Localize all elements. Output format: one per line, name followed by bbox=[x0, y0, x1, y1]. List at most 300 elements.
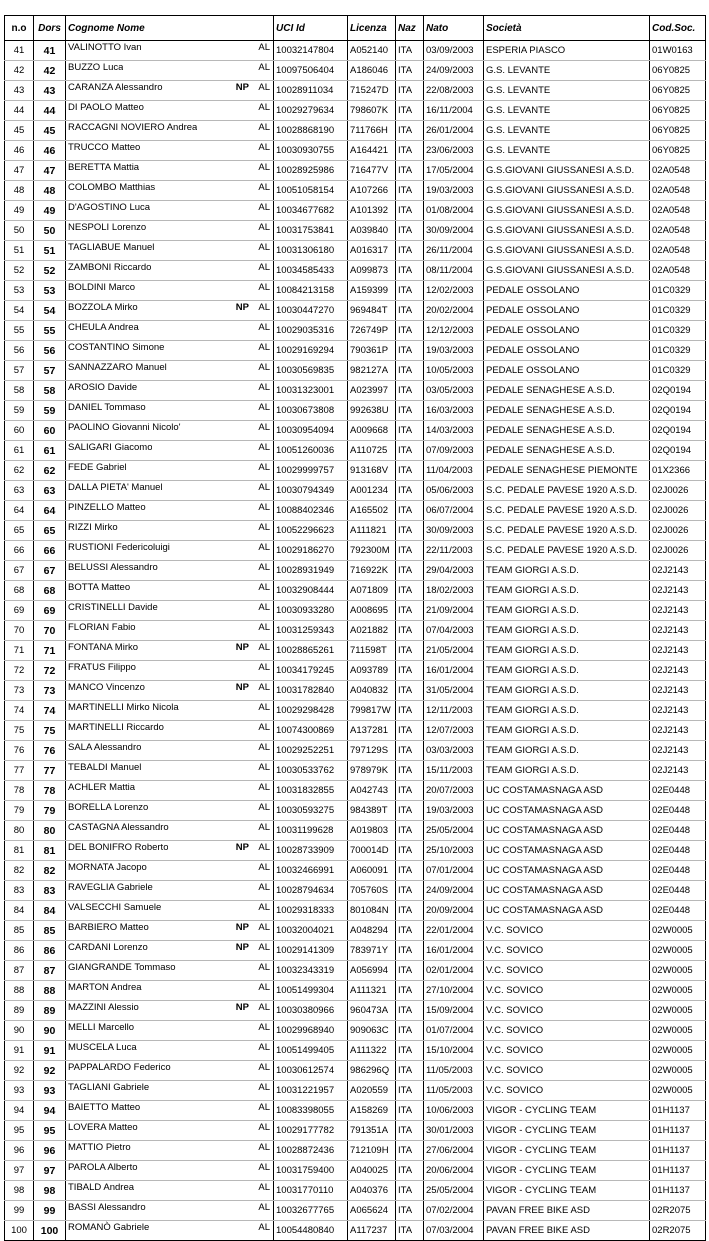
rider-name: BOZZOLA Mirko bbox=[68, 302, 138, 313]
cell-cod-soc: 02W0005 bbox=[650, 1081, 706, 1101]
cell-naz: ITA bbox=[396, 841, 424, 861]
cell-uci-id: 10030954094 bbox=[274, 421, 348, 441]
cell-societa: TEAM GIORGI A.S.D. bbox=[484, 601, 650, 621]
category-code: AL bbox=[258, 642, 270, 653]
cell-name bbox=[66, 821, 274, 841]
rider-name: AROSIO Davide bbox=[68, 382, 138, 393]
rider-name: PAOLINO Giovanni Nicolo' bbox=[68, 422, 181, 433]
cell-licenza: A040376 bbox=[348, 1181, 396, 1201]
cell-naz: ITA bbox=[396, 741, 424, 761]
cell-nato: 21/05/2004 bbox=[424, 641, 484, 661]
cell-no: 42 bbox=[5, 61, 34, 81]
cell-name bbox=[66, 461, 274, 481]
cell-licenza: A042743 bbox=[348, 781, 396, 801]
cell-no: 65 bbox=[5, 521, 34, 541]
cell-uci-id: 10031782840 bbox=[274, 681, 348, 701]
cell-dors: 44 bbox=[34, 101, 66, 121]
category-code: AL bbox=[258, 402, 270, 413]
rider-name: TIBALD Andrea bbox=[68, 1182, 135, 1193]
cell-licenza: 982127A bbox=[348, 361, 396, 381]
cell-licenza: 791351A bbox=[348, 1121, 396, 1141]
cell-name bbox=[66, 801, 274, 821]
cell-licenza: 797129S bbox=[348, 741, 396, 761]
cell-naz: ITA bbox=[396, 421, 424, 441]
cell-societa: V.C. SOVICO bbox=[484, 921, 650, 941]
cell-name bbox=[66, 1001, 274, 1021]
cell-no: 79 bbox=[5, 801, 34, 821]
category-code: AL bbox=[258, 1042, 270, 1053]
cell-dors: 58 bbox=[34, 381, 66, 401]
table-row bbox=[5, 661, 706, 681]
cell-name bbox=[66, 621, 274, 641]
table-row bbox=[5, 61, 706, 81]
cell-nato: 15/10/2004 bbox=[424, 1041, 484, 1061]
cell-nato: 11/04/2003 bbox=[424, 461, 484, 481]
cell-societa: VIGOR - CYCLING TEAM bbox=[484, 1161, 650, 1181]
cell-cod-soc: 02Q0194 bbox=[650, 381, 706, 401]
cell-licenza: A110725 bbox=[348, 441, 396, 461]
cell-no: 80 bbox=[5, 821, 34, 841]
rider-name: TRUCCO Matteo bbox=[68, 142, 141, 153]
cell-naz: ITA bbox=[396, 1221, 424, 1241]
cell-uci-id: 10028733909 bbox=[274, 841, 348, 861]
cell-nato: 22/01/2004 bbox=[424, 921, 484, 941]
cell-no: 66 bbox=[5, 541, 34, 561]
table-row bbox=[5, 1041, 706, 1061]
cell-nato: 30/09/2003 bbox=[424, 521, 484, 541]
cell-name bbox=[66, 601, 274, 621]
cell-societa: S.C. PEDALE PAVESE 1920 A.S.D. bbox=[484, 481, 650, 501]
cell-uci-id: 10034677682 bbox=[274, 201, 348, 221]
category-code: AL bbox=[258, 382, 270, 393]
cell-nato: 03/05/2003 bbox=[424, 381, 484, 401]
cell-no: 50 bbox=[5, 221, 34, 241]
cell-uci-id: 10032147804 bbox=[274, 41, 348, 61]
cell-no: 68 bbox=[5, 581, 34, 601]
table-header-row bbox=[5, 16, 706, 41]
cell-dors: 59 bbox=[34, 401, 66, 421]
cell-cod-soc: 06Y0825 bbox=[650, 101, 706, 121]
category-code: AL bbox=[258, 1022, 270, 1033]
riders-table bbox=[4, 15, 706, 1241]
cell-uci-id: 10051058154 bbox=[274, 181, 348, 201]
cell-uci-id: 10030673808 bbox=[274, 401, 348, 421]
cell-cod-soc: 02J2143 bbox=[650, 761, 706, 781]
cell-no: 60 bbox=[5, 421, 34, 441]
cell-societa: TEAM GIORGI A.S.D. bbox=[484, 621, 650, 641]
table-row bbox=[5, 741, 706, 761]
cell-naz: ITA bbox=[396, 341, 424, 361]
cell-cod-soc: 06Y0825 bbox=[650, 81, 706, 101]
cell-societa: UC COSTAMASNAGA ASD bbox=[484, 801, 650, 821]
cell-uci-id: 10032677765 bbox=[274, 1201, 348, 1221]
table-row bbox=[5, 161, 706, 181]
cell-dors: 49 bbox=[34, 201, 66, 221]
rider-name: CHEULA Andrea bbox=[68, 322, 139, 333]
cell-licenza: A165502 bbox=[348, 501, 396, 521]
cell-societa: TEAM GIORGI A.S.D. bbox=[484, 581, 650, 601]
cell-licenza: 783971Y bbox=[348, 941, 396, 961]
cell-cod-soc: 02W0005 bbox=[650, 941, 706, 961]
cell-uci-id: 10031759400 bbox=[274, 1161, 348, 1181]
table-row bbox=[5, 281, 706, 301]
cell-no: 48 bbox=[5, 181, 34, 201]
cell-name bbox=[66, 101, 274, 121]
cell-nato: 16/01/2004 bbox=[424, 941, 484, 961]
cell-cod-soc: 01C0329 bbox=[650, 281, 706, 301]
cell-cod-soc: 02J2143 bbox=[650, 641, 706, 661]
rider-name: CARDANI Lorenzo bbox=[68, 942, 148, 953]
cell-no: 58 bbox=[5, 381, 34, 401]
rider-name: MAZZINI Alessio bbox=[68, 1002, 139, 1013]
cell-nato: 26/01/2004 bbox=[424, 121, 484, 141]
cell-cod-soc: 02J2143 bbox=[650, 581, 706, 601]
table-row bbox=[5, 561, 706, 581]
cell-naz: ITA bbox=[396, 221, 424, 241]
cell-no: 78 bbox=[5, 781, 34, 801]
cell-uci-id: 10030380966 bbox=[274, 1001, 348, 1021]
cell-naz: ITA bbox=[396, 881, 424, 901]
rider-name: ZAMBONI Riccardo bbox=[68, 262, 152, 273]
rider-name: DEL BONIFRO Roberto bbox=[68, 842, 169, 853]
cell-dors: 69 bbox=[34, 601, 66, 621]
cell-cod-soc: 01C0329 bbox=[650, 341, 706, 361]
cell-uci-id: 10029318333 bbox=[274, 901, 348, 921]
table-row bbox=[5, 1181, 706, 1201]
cell-no: 92 bbox=[5, 1061, 34, 1081]
cell-uci-id: 10029141309 bbox=[274, 941, 348, 961]
category-code: AL bbox=[258, 1182, 270, 1193]
category-code: AL bbox=[258, 622, 270, 633]
cell-nato: 20/06/2004 bbox=[424, 1161, 484, 1181]
cell-cod-soc: 02R2075 bbox=[650, 1201, 706, 1221]
cell-no: 51 bbox=[5, 241, 34, 261]
cell-no: 81 bbox=[5, 841, 34, 861]
category-code: AL bbox=[258, 822, 270, 833]
np-flag: NP bbox=[235, 82, 249, 93]
cell-licenza: A137281 bbox=[348, 721, 396, 741]
cell-licenza: 716922K bbox=[348, 561, 396, 581]
cell-licenza: A019803 bbox=[348, 821, 396, 841]
cell-cod-soc: 02A0548 bbox=[650, 201, 706, 221]
cell-societa: TEAM GIORGI A.S.D. bbox=[484, 721, 650, 741]
np-flag: NP bbox=[235, 302, 249, 313]
category-code: AL bbox=[258, 1002, 270, 1013]
cell-dors: 47 bbox=[34, 161, 66, 181]
cell-societa: UC COSTAMASNAGA ASD bbox=[484, 901, 650, 921]
cell-nato: 08/11/2004 bbox=[424, 261, 484, 281]
cell-no: 89 bbox=[5, 1001, 34, 1021]
category-code: AL bbox=[258, 1102, 270, 1113]
cell-uci-id: 10051260036 bbox=[274, 441, 348, 461]
cell-dors: 62 bbox=[34, 461, 66, 481]
table-row bbox=[5, 501, 706, 521]
cell-nato: 30/01/2003 bbox=[424, 1121, 484, 1141]
cell-cod-soc: 02E0448 bbox=[650, 821, 706, 841]
cell-licenza: 969484T bbox=[348, 301, 396, 321]
cell-no: 98 bbox=[5, 1181, 34, 1201]
cell-naz: ITA bbox=[396, 321, 424, 341]
cell-licenza: 712109H bbox=[348, 1141, 396, 1161]
cell-uci-id: 10097506404 bbox=[274, 61, 348, 81]
np-flag: NP bbox=[235, 642, 249, 653]
table-row bbox=[5, 221, 706, 241]
cell-no: 45 bbox=[5, 121, 34, 141]
cell-licenza: 986296Q bbox=[348, 1061, 396, 1081]
cell-uci-id: 10028872436 bbox=[274, 1141, 348, 1161]
cell-naz: ITA bbox=[396, 681, 424, 701]
cell-licenza: 792300M bbox=[348, 541, 396, 561]
cell-name bbox=[66, 1181, 274, 1201]
category-code: AL bbox=[258, 182, 270, 193]
cell-dors: 79 bbox=[34, 801, 66, 821]
cell-licenza: A111322 bbox=[348, 1041, 396, 1061]
cell-name bbox=[66, 1161, 274, 1181]
cell-no: 75 bbox=[5, 721, 34, 741]
table-row bbox=[5, 301, 706, 321]
cell-no: 63 bbox=[5, 481, 34, 501]
cell-societa: VIGOR - CYCLING TEAM bbox=[484, 1181, 650, 1201]
table-row bbox=[5, 141, 706, 161]
cell-dors: 98 bbox=[34, 1181, 66, 1201]
np-flag: NP bbox=[235, 942, 249, 953]
cell-name bbox=[66, 301, 274, 321]
cell-cod-soc: 01X2366 bbox=[650, 461, 706, 481]
table-row bbox=[5, 441, 706, 461]
header-societa: Società bbox=[484, 16, 650, 41]
rider-name: GIANGRANDE Tommaso bbox=[68, 962, 176, 973]
rider-name: BAIETTO Matteo bbox=[68, 1102, 141, 1113]
rider-name: BORELLA Lorenzo bbox=[68, 802, 149, 813]
cell-no: 67 bbox=[5, 561, 34, 581]
cell-uci-id: 10031753841 bbox=[274, 221, 348, 241]
cell-dors: 45 bbox=[34, 121, 66, 141]
cell-dors: 65 bbox=[34, 521, 66, 541]
category-code: AL bbox=[258, 942, 270, 953]
cell-nato: 25/10/2003 bbox=[424, 841, 484, 861]
table-row bbox=[5, 361, 706, 381]
cell-societa: PEDALE SENAGHESE A.S.D. bbox=[484, 421, 650, 441]
cell-nato: 07/03/2004 bbox=[424, 1221, 484, 1241]
cell-uci-id: 10030612574 bbox=[274, 1061, 348, 1081]
cell-cod-soc: 02E0448 bbox=[650, 861, 706, 881]
table-row bbox=[5, 541, 706, 561]
category-code: AL bbox=[258, 562, 270, 573]
cell-cod-soc: 01C0329 bbox=[650, 301, 706, 321]
cell-licenza: 711766H bbox=[348, 121, 396, 141]
cell-nato: 12/11/2003 bbox=[424, 701, 484, 721]
cell-licenza: A040832 bbox=[348, 681, 396, 701]
cell-licenza: A107266 bbox=[348, 181, 396, 201]
rider-name: CASTAGNA Alessandro bbox=[68, 822, 169, 833]
cell-societa: G.S.GIOVANI GIUSSANESI A.S.D. bbox=[484, 201, 650, 221]
cell-naz: ITA bbox=[396, 941, 424, 961]
category-code: AL bbox=[258, 302, 270, 313]
table-row bbox=[5, 621, 706, 641]
rider-name: TAGLIANI Gabriele bbox=[68, 1082, 150, 1093]
cell-nato: 20/09/2004 bbox=[424, 901, 484, 921]
cell-licenza: A023997 bbox=[348, 381, 396, 401]
cell-naz: ITA bbox=[396, 621, 424, 641]
rider-name: PAPPALARDO Federico bbox=[68, 1062, 171, 1073]
cell-uci-id: 10029279634 bbox=[274, 101, 348, 121]
cell-uci-id: 10030930755 bbox=[274, 141, 348, 161]
cell-name bbox=[66, 861, 274, 881]
cell-naz: ITA bbox=[396, 721, 424, 741]
cell-dors: 75 bbox=[34, 721, 66, 741]
cell-naz: ITA bbox=[396, 481, 424, 501]
cell-no: 49 bbox=[5, 201, 34, 221]
table-row bbox=[5, 1001, 706, 1021]
cell-dors: 86 bbox=[34, 941, 66, 961]
category-code: AL bbox=[258, 982, 270, 993]
cell-cod-soc: 02E0448 bbox=[650, 881, 706, 901]
cell-uci-id: 10028865261 bbox=[274, 641, 348, 661]
cell-licenza: A186046 bbox=[348, 61, 396, 81]
cell-no: 99 bbox=[5, 1201, 34, 1221]
table-row bbox=[5, 821, 706, 841]
rider-name: BELUSSI Alessandro bbox=[68, 562, 158, 573]
cell-naz: ITA bbox=[396, 561, 424, 581]
cell-societa: TEAM GIORGI A.S.D. bbox=[484, 641, 650, 661]
cell-societa: PEDALE SENAGHESE A.S.D. bbox=[484, 441, 650, 461]
cell-nato: 20/02/2004 bbox=[424, 301, 484, 321]
cell-societa: G.S.GIOVANI GIUSSANESI A.S.D. bbox=[484, 161, 650, 181]
category-code: AL bbox=[258, 102, 270, 113]
rider-name: FONTANA Mirko bbox=[68, 642, 139, 653]
cell-no: 77 bbox=[5, 761, 34, 781]
rider-name: BERETTA Mattia bbox=[68, 162, 140, 173]
cell-no: 46 bbox=[5, 141, 34, 161]
cell-nato: 10/06/2003 bbox=[424, 1101, 484, 1121]
cell-societa: TEAM GIORGI A.S.D. bbox=[484, 661, 650, 681]
table-row bbox=[5, 381, 706, 401]
category-code: AL bbox=[258, 62, 270, 73]
cell-name bbox=[66, 1221, 274, 1241]
cell-name bbox=[66, 81, 274, 101]
cell-nato: 05/06/2003 bbox=[424, 481, 484, 501]
category-code: AL bbox=[258, 162, 270, 173]
category-code: AL bbox=[258, 442, 270, 453]
category-code: AL bbox=[258, 462, 270, 473]
header-cod-soc: Cod.Soc. bbox=[650, 16, 706, 41]
cell-uci-id: 10030533762 bbox=[274, 761, 348, 781]
table-row bbox=[5, 1081, 706, 1101]
rider-name: ROMANÒ Gabriele bbox=[68, 1222, 150, 1233]
cell-no: 54 bbox=[5, 301, 34, 321]
cell-nato: 26/11/2004 bbox=[424, 241, 484, 261]
cell-naz: ITA bbox=[396, 821, 424, 841]
cell-no: 62 bbox=[5, 461, 34, 481]
cell-cod-soc: 02A0548 bbox=[650, 181, 706, 201]
cell-nato: 07/04/2003 bbox=[424, 621, 484, 641]
cell-dors: 71 bbox=[34, 641, 66, 661]
category-code: AL bbox=[258, 342, 270, 353]
cell-dors: 83 bbox=[34, 881, 66, 901]
rider-name: COLOMBO Matthias bbox=[68, 182, 156, 193]
cell-societa: UC COSTAMASNAGA ASD bbox=[484, 881, 650, 901]
table-row bbox=[5, 961, 706, 981]
cell-societa: PEDALE OSSOLANO bbox=[484, 341, 650, 361]
cell-name bbox=[66, 1201, 274, 1221]
cell-dors: 48 bbox=[34, 181, 66, 201]
cell-societa: V.C. SOVICO bbox=[484, 1081, 650, 1101]
cell-uci-id: 10032343319 bbox=[274, 961, 348, 981]
cell-licenza: A158269 bbox=[348, 1101, 396, 1121]
cell-cod-soc: 02Q0194 bbox=[650, 441, 706, 461]
category-code: AL bbox=[258, 762, 270, 773]
cell-societa: V.C. SOVICO bbox=[484, 961, 650, 981]
cell-uci-id: 10074300869 bbox=[274, 721, 348, 741]
cell-no: 44 bbox=[5, 101, 34, 121]
rider-name: CARANZA Alessandro bbox=[68, 82, 163, 93]
cell-nato: 01/08/2004 bbox=[424, 201, 484, 221]
table-row bbox=[5, 461, 706, 481]
cell-no: 74 bbox=[5, 701, 34, 721]
header-dors: Dors bbox=[34, 16, 66, 41]
cell-dors: 92 bbox=[34, 1061, 66, 1081]
category-code: AL bbox=[258, 962, 270, 973]
cell-dors: 82 bbox=[34, 861, 66, 881]
cell-name bbox=[66, 61, 274, 81]
table-row bbox=[5, 1141, 706, 1161]
cell-naz: ITA bbox=[396, 1141, 424, 1161]
cell-uci-id: 10029169294 bbox=[274, 341, 348, 361]
cell-societa: G.S. LEVANTE bbox=[484, 141, 650, 161]
cell-uci-id: 10051499405 bbox=[274, 1041, 348, 1061]
cell-naz: ITA bbox=[396, 581, 424, 601]
cell-licenza: 790361P bbox=[348, 341, 396, 361]
cell-no: 43 bbox=[5, 81, 34, 101]
cell-name bbox=[66, 901, 274, 921]
cell-nato: 15/09/2004 bbox=[424, 1001, 484, 1021]
cell-name bbox=[66, 501, 274, 521]
table-row bbox=[5, 881, 706, 901]
cell-dors: 99 bbox=[34, 1201, 66, 1221]
cell-licenza: 960473A bbox=[348, 1001, 396, 1021]
cell-dors: 95 bbox=[34, 1121, 66, 1141]
cell-societa: PEDALE OSSOLANO bbox=[484, 321, 650, 341]
cell-no: 73 bbox=[5, 681, 34, 701]
cell-uci-id: 10031306180 bbox=[274, 241, 348, 261]
cell-cod-soc: 02E0448 bbox=[650, 901, 706, 921]
rider-name: DALLA PIETA' Manuel bbox=[68, 482, 163, 493]
cell-cod-soc: 02E0448 bbox=[650, 841, 706, 861]
table-row bbox=[5, 641, 706, 661]
cell-no: 64 bbox=[5, 501, 34, 521]
cell-uci-id: 10031259343 bbox=[274, 621, 348, 641]
cell-no: 84 bbox=[5, 901, 34, 921]
cell-societa: S.C. PEDALE PAVESE 1920 A.S.D. bbox=[484, 521, 650, 541]
cell-nato: 25/05/2004 bbox=[424, 1181, 484, 1201]
cell-dors: 91 bbox=[34, 1041, 66, 1061]
cell-nato: 24/09/2003 bbox=[424, 61, 484, 81]
cell-dors: 60 bbox=[34, 421, 66, 441]
cell-societa: UC COSTAMASNAGA ASD bbox=[484, 841, 650, 861]
rider-name: PINZELLO Matteo bbox=[68, 502, 146, 513]
cell-cod-soc: 01H1137 bbox=[650, 1141, 706, 1161]
cell-dors: 88 bbox=[34, 981, 66, 1001]
rider-name: FEDE Gabriel bbox=[68, 462, 127, 473]
category-code: AL bbox=[258, 262, 270, 273]
cell-uci-id: 10051499304 bbox=[274, 981, 348, 1001]
header-no: n.o bbox=[5, 16, 34, 41]
cell-dors: 97 bbox=[34, 1161, 66, 1181]
header-licenza: Licenza bbox=[348, 16, 396, 41]
cell-cod-soc: 02J0026 bbox=[650, 521, 706, 541]
cell-name bbox=[66, 961, 274, 981]
cell-nato: 03/09/2003 bbox=[424, 41, 484, 61]
